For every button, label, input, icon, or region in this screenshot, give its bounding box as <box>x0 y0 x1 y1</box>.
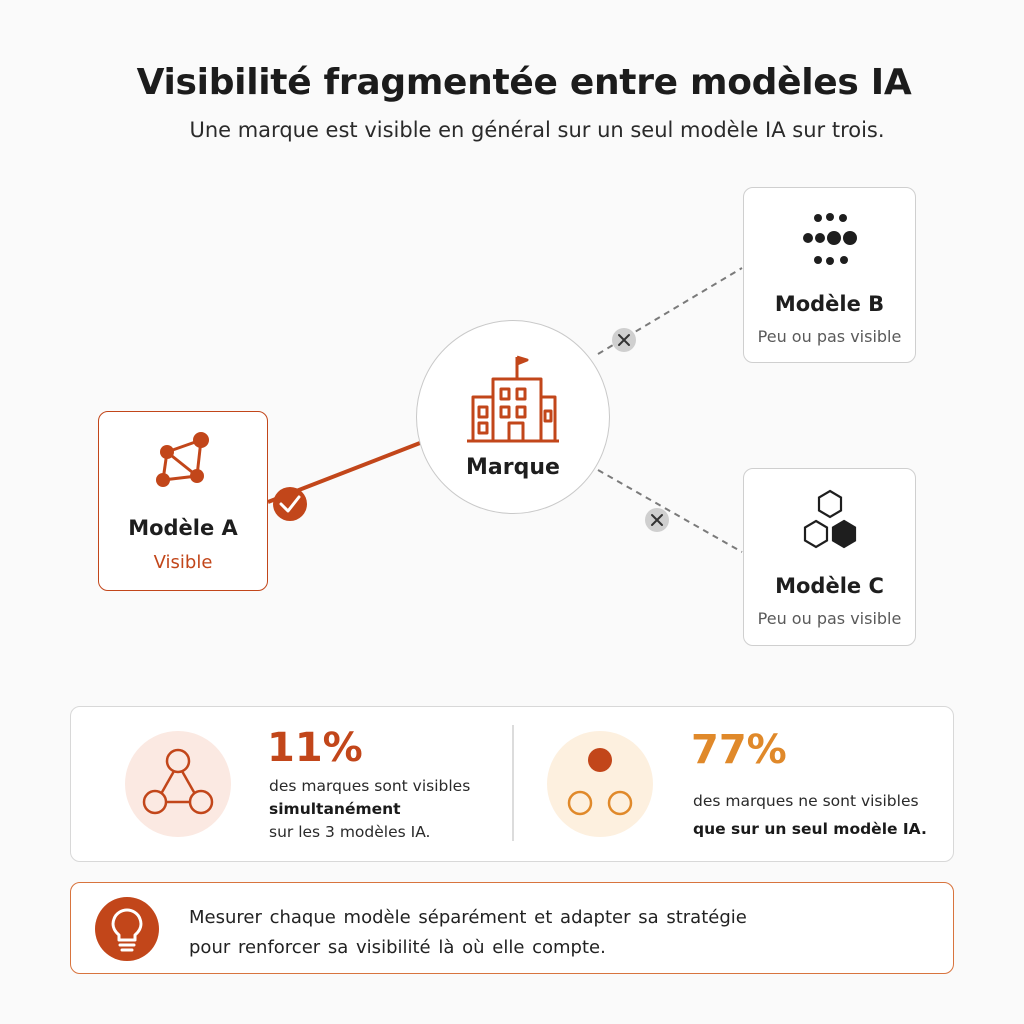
dot-cluster-icon <box>744 208 915 272</box>
stat-2-text <box>693 787 943 843</box>
connector-c <box>598 470 742 552</box>
hexagons-icon <box>744 487 915 553</box>
model-a-title: Modèle A <box>128 516 238 540</box>
brand-hub <box>416 320 610 514</box>
tip-text <box>189 903 889 963</box>
stat-2-line1: des marques ne sont visibles <box>693 792 919 810</box>
model-a-status: Visible <box>153 552 213 573</box>
stat-1-line3: sur les 3 modèles IA. <box>269 823 431 841</box>
network-nodes-icon <box>99 428 267 492</box>
building-flag-icon <box>417 349 609 445</box>
model-b-title: Modèle B <box>774 292 885 316</box>
model-c-status: Peu ou pas visible <box>757 609 902 628</box>
stat-2-bold: que sur un seul modèle IA. <box>693 820 927 838</box>
model-b-status: Peu ou pas visible <box>757 327 902 346</box>
tip-line2: pour renforcer sa visibilité là où elle compte. <box>189 937 606 958</box>
stat-2-icon-circle <box>547 731 653 837</box>
model-b-card <box>743 187 916 363</box>
stat-1-text <box>269 775 499 844</box>
stat-1-bold: simultanément <box>269 800 401 818</box>
page-subtitle: Une marque est visible en général sur un seul modèle IA sur trois. <box>189 118 885 142</box>
tip-line1: Mesurer chaque modèle séparément et adapter sa stratégie <box>189 907 747 928</box>
stats-divider <box>512 725 514 841</box>
tip-panel <box>70 882 954 974</box>
stat-1-line1: des marques sont visibles <box>269 777 471 795</box>
model-c-card <box>743 468 916 646</box>
check-badge-icon <box>273 487 307 521</box>
page-title: Visibilité fragmentée entre modèles IA <box>136 62 912 103</box>
cross-badge-c-icon <box>645 508 669 532</box>
lightbulb-icon <box>95 897 159 961</box>
model-a-card <box>98 411 268 591</box>
one-of-three-icon <box>547 731 653 837</box>
brand-hub-label: Marque <box>466 455 560 480</box>
triangle-circles-icon <box>125 731 231 837</box>
stat-1-value: 11% <box>267 725 363 771</box>
stat-1-icon-circle <box>125 731 231 837</box>
cross-badge-b-icon <box>612 328 636 352</box>
stats-panel <box>70 706 954 862</box>
stat-2-value: 77% <box>691 727 787 773</box>
model-c-title: Modèle C <box>775 574 884 598</box>
